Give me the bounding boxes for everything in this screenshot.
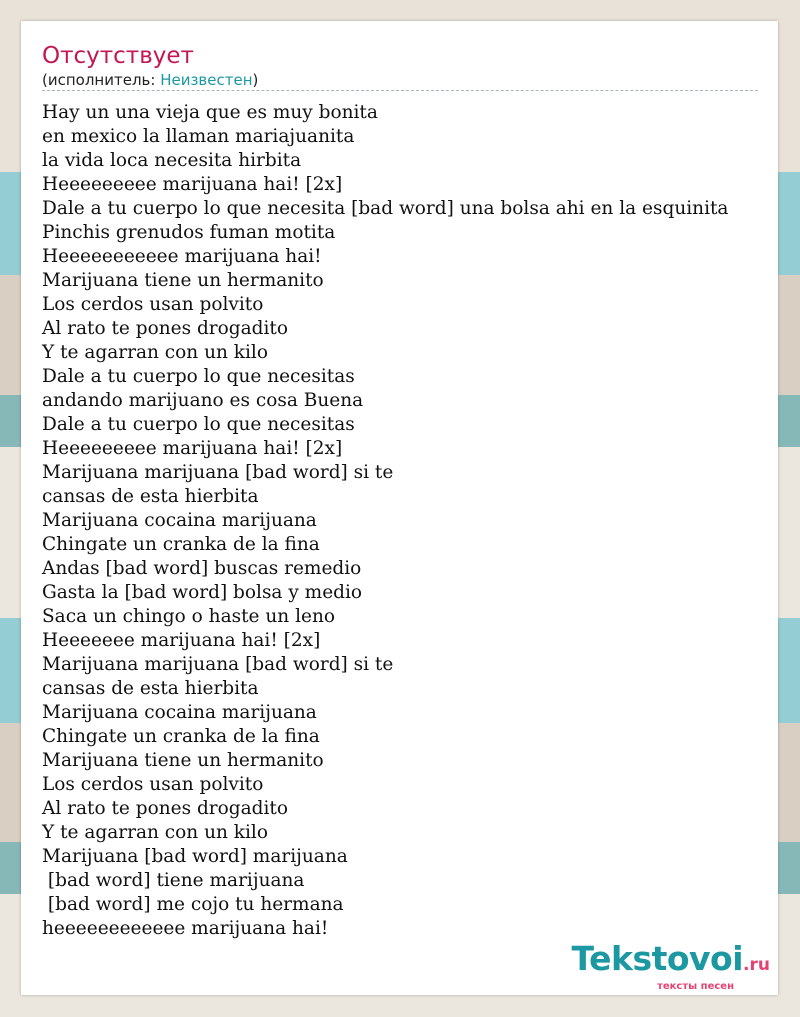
lyric-line: Hay un una vieja que es muy bonita <box>42 102 378 123</box>
logo-wordmark <box>571 939 771 982</box>
lyric-line: Al rato te pones drogadito <box>42 318 288 339</box>
lyric-line: en mexico la llaman mariajuanita <box>42 126 355 147</box>
song-title: Отсутствует <box>42 43 194 69</box>
lyric-line: Marijuana cocaina marijuana <box>42 510 317 531</box>
lyric-line: Gasta la [bad word] bolsa y medio <box>42 582 363 603</box>
lyric-line: Marijuana [bad word] marijuana <box>42 846 348 867</box>
artist-prefix: (исполнитель: <box>42 71 161 89</box>
lyric-line: Y te agarran con un kilo <box>42 342 268 363</box>
artist-link[interactable]: Неизвестен <box>160 71 253 89</box>
lyric-line: Dale a tu cuerpo lo que necesitas <box>42 414 355 435</box>
lyric-line: Chingate un cranka de la fina <box>42 726 320 747</box>
lyric-line: Los cerdos usan polvito <box>42 774 264 795</box>
lyric-line: Saca un chingo o haste un leno <box>42 606 336 627</box>
lyric-line: cansas de esta hierbita <box>42 486 259 507</box>
logo-name: Tekstovoi <box>571 939 744 978</box>
logo-tld: .ru <box>743 955 770 975</box>
lyric-line: Pinchis grenudos fuman motita <box>42 222 336 243</box>
lyric-line: Marijuana tiene un hermanito <box>42 270 324 291</box>
lyric-line: Dale a tu cuerpo lo que necesita [bad word] una bolsa ahi en la esquinita <box>42 198 729 219</box>
lyric-line: Marijuana tiene un hermanito <box>42 750 324 771</box>
lyric-line: Heeeeeeeee marijuana hai! [2x] <box>42 438 343 459</box>
lyric-line: Heeeeeeeeeee marijuana hai! <box>42 246 322 267</box>
lyric-line: Heeeeeeeee marijuana hai! [2x] <box>42 174 343 195</box>
lyric-line: la vida loca necesita hirbita <box>42 150 302 171</box>
lyric-line: [bad word] tiene marijuana <box>42 870 305 891</box>
lyrics-card <box>21 21 778 995</box>
lyrics-text <box>42 101 758 941</box>
lyric-line: Los cerdos usan polvito <box>42 294 264 315</box>
lyric-line: cansas de esta hierbita <box>42 678 259 699</box>
artist-suffix: ) <box>252 71 259 89</box>
song-header <box>42 41 758 91</box>
lyric-line: Al rato te pones drogadito <box>42 798 288 819</box>
logo-tagline: тексты песен <box>657 981 734 992</box>
lyric-line: Dale a tu cuerpo lo que necesitas <box>42 366 355 387</box>
lyric-line: Marijuana marijuana [bad word] si te <box>42 462 394 483</box>
artist-line <box>42 71 758 89</box>
lyric-line: Andas [bad word] buscas remedio <box>42 558 362 579</box>
lyric-line: Y te agarran con un kilo <box>42 822 268 843</box>
lyric-line: Marijuana marijuana [bad word] si te <box>42 654 394 675</box>
lyric-line: Heeeeeee marijuana hai! [2x] <box>42 630 321 651</box>
lyric-line: heeeeeeeeeeee marijuana hai! <box>42 918 329 939</box>
lyric-line: andando marijuano es cosa Buena <box>42 390 364 411</box>
lyric-line: Marijuana cocaina marijuana <box>42 702 317 723</box>
lyric-line: Chingate un cranka de la fina <box>42 534 320 555</box>
lyric-line: [bad word] me cojo tu hermana <box>42 894 344 915</box>
tekstovoi-logo[interactable] <box>571 939 771 992</box>
